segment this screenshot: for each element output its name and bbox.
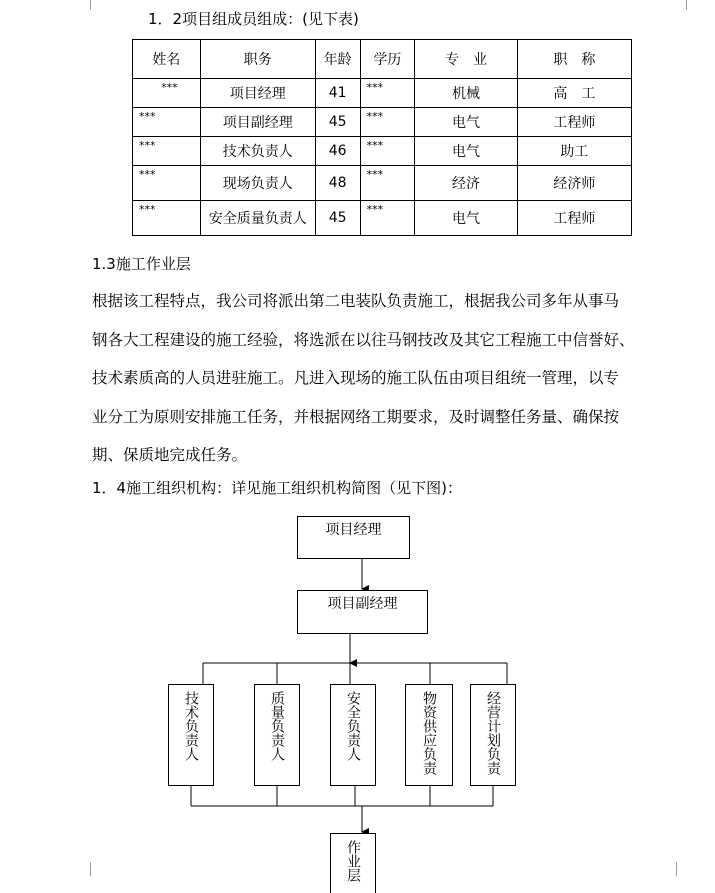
paragraph-line: 技术素质高的人员进驻施工。凡进入现场的施工队伍由项目组统一管理，以专 — [92, 369, 620, 387]
cell-major: 机械 — [415, 79, 517, 108]
cell-age: 45 — [315, 108, 360, 137]
org-box-label: 项目副经理 — [327, 596, 398, 612]
cell-name: *** — [133, 108, 201, 137]
cell-title: 高 工 — [517, 79, 631, 108]
column-header-major: 专 业 — [415, 40, 517, 79]
org-box-label: 安全负责人 — [345, 691, 361, 761]
cell-age: 41 — [315, 79, 360, 108]
paragraph-line: 期、保质地完成任务。 — [92, 446, 248, 464]
org-box-planning-lead — [470, 684, 516, 786]
cell-major: 电气 — [415, 201, 517, 236]
cell-name: *** — [133, 79, 201, 108]
column-header-title: 职 称 — [517, 40, 631, 79]
cell-name: *** — [133, 166, 201, 201]
cell-position: 现场负责人 — [200, 166, 315, 201]
org-box-deputy-manager — [297, 590, 428, 634]
org-box-safety-lead — [330, 684, 376, 786]
cell-age: 45 — [315, 201, 360, 236]
cell-education: *** — [360, 108, 415, 137]
cell-education: *** — [360, 166, 415, 201]
cell-name: *** — [133, 137, 201, 166]
cell-major: 电气 — [415, 137, 517, 166]
org-box-label: 项目经理 — [325, 522, 382, 538]
cell-title: 工程师 — [517, 108, 631, 137]
cell-position: 安全质量负责人 — [200, 201, 315, 236]
org-box-work-layer — [330, 833, 376, 893]
column-header-age: 年龄 — [315, 40, 360, 79]
cell-education: *** — [360, 79, 415, 108]
column-header-education: 学历 — [360, 40, 415, 79]
org-box-label: 物资供应负责 — [421, 691, 437, 775]
paragraph-line: 业分工为原则安排施工任务，并根据网络工期要求，及时调整任务量、确保按 — [92, 407, 620, 426]
section-heading-work-layer: 1.3施工作业层 — [92, 255, 191, 273]
cell-age: 48 — [315, 166, 360, 201]
cell-education: *** — [360, 201, 415, 236]
cell-name: *** — [133, 201, 201, 236]
cell-position: 技术负责人 — [200, 137, 315, 166]
cell-title: 工程师 — [517, 201, 631, 236]
org-box-label: 质量负责人 — [269, 691, 285, 761]
column-header-position: 职务 — [200, 40, 315, 79]
section-heading-members: 1．2项目组成员组成：(见下表) — [148, 10, 359, 28]
cell-title: 助工 — [517, 137, 631, 166]
section-heading-organization: 1．4施工组织机构：详见施工组织机构简图（见下图)： — [92, 479, 462, 497]
cell-education: *** — [360, 137, 415, 166]
org-box-quality-lead — [254, 684, 300, 786]
cell-position: 项目经理 — [200, 79, 315, 108]
org-box-label: 作业层 — [345, 840, 361, 882]
cell-age: 46 — [315, 137, 360, 166]
org-box-label: 经营计划负责 — [485, 691, 501, 775]
cell-major: 电气 — [415, 108, 517, 137]
cell-major: 经济 — [415, 166, 517, 201]
paragraph-line: 根据该工程特点，我公司将派出第二电装队负责施工，根据我公司多年从事马 — [92, 292, 620, 310]
cell-title: 经济师 — [517, 166, 631, 201]
org-box-technical-lead — [168, 684, 214, 786]
column-header-name: 姓名 — [133, 40, 201, 79]
org-box-label: 技术负责人 — [183, 691, 199, 761]
org-box-materials-lead — [405, 684, 453, 786]
paragraph-line: 钢各大工程建设的施工经验，将选派在以往马钢技改及其它工程施工中信誉好、 — [92, 330, 635, 349]
cell-position: 项目副经理 — [200, 108, 315, 137]
org-box-project-manager — [297, 516, 410, 559]
